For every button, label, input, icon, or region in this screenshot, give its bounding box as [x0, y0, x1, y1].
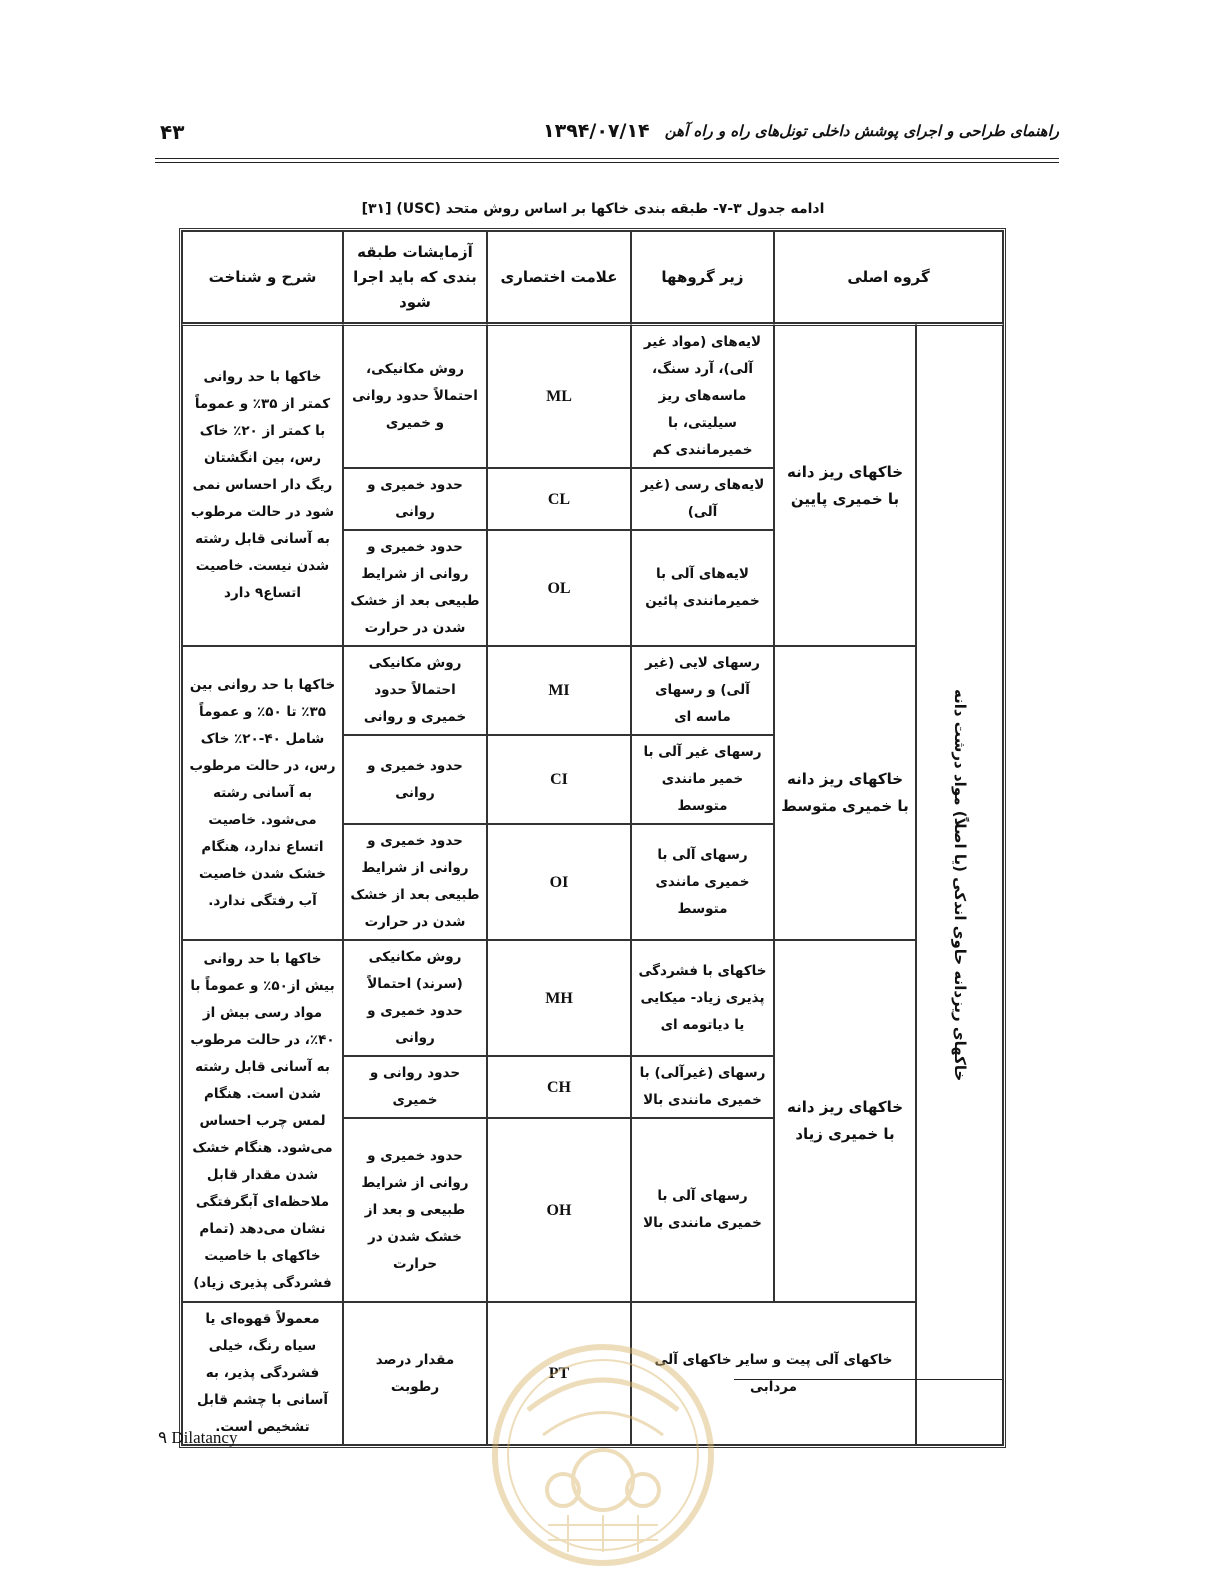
footnote: ۹ Dilatancy — [158, 1428, 238, 1447]
group-name-medium: خاکهای ریز دانه با خمیری متوسط — [774, 646, 916, 940]
table-row — [182, 646, 1003, 735]
tests-mi: روش مکانیکی احتمالاً حدود خمیری و روانی — [343, 646, 487, 735]
subgroup-ch: رسهای (غیرآلی) با خمیری مانندی بالا — [631, 1056, 774, 1118]
table-header-row — [182, 231, 1003, 323]
main-group-vertical-cell — [916, 323, 1003, 1445]
soil-classification-table — [179, 228, 1006, 1448]
main-group-vertical-label: خاکهای ریزدانه حاوی اندکی (یا اصلاً) مواد درشت دانه — [951, 688, 970, 1082]
symbol-ml: ML — [487, 323, 631, 468]
tests-pt: مقدار درصد رطوبت — [343, 1302, 487, 1445]
symbol-ol: OL — [487, 530, 631, 646]
symbol-oi: OI — [487, 824, 631, 940]
page-header — [155, 118, 1059, 148]
group-name-high: خاکهای ریز دانه با خمیری زیاد — [774, 940, 916, 1302]
subgroup-pt: خاکهای آلی پیت و سایر خاکهای آلی مردابی — [631, 1302, 916, 1445]
document-date: ۱۳۹۴/۰۷/۱۴ — [543, 120, 650, 142]
subgroup-oi: رسهای آلی با خمیری مانندی متوسط — [631, 824, 774, 940]
description-low: خاکها با حد روانی کمتر از ۳۵٪ و عموماً با کمتر از ۲۰٪ خاک رس، بین انگشتان ریگ دار احساس نمی شود در حالت مرطوب به آسانی قابل رشته شدن نیست. خاصیت اتساع۹ دارد — [182, 323, 343, 646]
subgroup-cl: لایه‌های رسی (غیر آلی) — [631, 468, 774, 530]
subgroup-mh: خاکهای با فشردگی پذیری زیاد- میکایی یا دیاتومه ای — [631, 940, 774, 1056]
classification-table-wrapper — [179, 228, 1006, 1448]
tests-cl: حدود خمیری و روانی — [343, 468, 487, 530]
col-description: شرح و شناخت — [182, 231, 343, 323]
subgroup-mi: رسهای لایی (غیر آلی) و رسهای ماسه ای — [631, 646, 774, 735]
symbol-ci: CI — [487, 735, 631, 824]
tests-ci: حدود خمیری و روانی — [343, 735, 487, 824]
table-caption: ادامه جدول ۳-۷- طبقه بندی خاکها بر اساس روش متحد (USC) [۳۱] — [361, 201, 825, 217]
symbol-mi: MI — [487, 646, 631, 735]
symbol-mh: MH — [487, 940, 631, 1056]
table-row — [182, 940, 1003, 1056]
tests-ch: حدود روانی و خمیری — [343, 1056, 487, 1118]
header-rule — [155, 158, 1059, 159]
symbol-oh: OH — [487, 1118, 631, 1302]
description-high: خاکها با حد روانی بیش از۵۰٪ و عموماً با مواد رسی بیش از ۴۰٪، در حالت مرطوب به آسانی قابل رشته شدن است. هنگام لمس چرب احساس می‌شود. هنگام خشک شدن مقدار قابل ملاحظه‌ای آبگرفتگی نشان می‌دهد (تمام خاکهای با خاصیت فشردگی پذیری زیاد) — [182, 940, 343, 1302]
symbol-ch: CH — [487, 1056, 631, 1118]
subgroup-ml: لایه‌های (مواد غیر آلی)، آرد سنگ، ماسه‌های ریز سیلیتی، با خمیرمانندی کم — [631, 323, 774, 468]
book-title: راهنمای طراحی و اجرای پوشش داخلی تونل‌های راه و راه آهن — [664, 122, 1059, 140]
symbol-pt: PT — [487, 1302, 631, 1445]
subgroup-ci: رسهای غیر آلی با خمیر مانندی متوسط — [631, 735, 774, 824]
col-symbol: علامت اختصاری — [487, 231, 631, 323]
page-number: ۴۳ — [160, 120, 185, 144]
description-pt: معمولاً قهوه‌ای یا سیاه رنگ، خیلی فشردگی پذیر، به آسانی با چشم قابل تشخیص است. — [182, 1302, 343, 1445]
group-name-low: خاکهای ریز دانه با خمیری پایین — [774, 323, 916, 646]
symbol-cl: CL — [487, 468, 631, 530]
col-subgroups: زیر گروهها — [631, 231, 774, 323]
tests-oi: حدود خمیری و روانی از شرایط طبیعی بعد از خشک شدن در حرارت — [343, 824, 487, 940]
tests-ol: حدود خمیری و روانی از شرایط طبیعی بعد از خشک شدن در حرارت — [343, 530, 487, 646]
description-medium: خاکها با حد روانی بین ۳۵٪ تا ۵۰٪ و عموماً شامل ۴۰-۲۰٪ خاک رس، در حالت مرطوب به آسانی رشته می‌شود. خاصیت اتساع ندارد، هنگام خشک شدن خاصیت آب رفتگی ندارد. — [182, 646, 343, 940]
table-row — [182, 323, 1003, 468]
header-rule-double — [155, 162, 1059, 163]
subgroup-ol: لایه‌های آلی با خمیرمانندی پائین — [631, 530, 774, 646]
subgroup-oh: رسهای آلی با خمیری مانندی بالا — [631, 1118, 774, 1302]
watermark-seal-icon — [488, 1340, 718, 1570]
tests-mh: روش مکانیکی (سرند) احتمالاً حدود خمیری و روانی — [343, 940, 487, 1056]
tests-oh: حدود خمیری و روانی از شرایط طبیعی و بعد از خشک شدن در حرارت — [343, 1118, 487, 1302]
col-tests: آزمایشات طبقه بندی که باید اجرا شود — [343, 231, 487, 323]
footnote-rule — [734, 1379, 1002, 1380]
col-main-group: گروه اصلی — [774, 231, 1003, 323]
tests-ml: روش مکانیکی، احتمالاً حدود روانی و خمیری — [343, 323, 487, 468]
